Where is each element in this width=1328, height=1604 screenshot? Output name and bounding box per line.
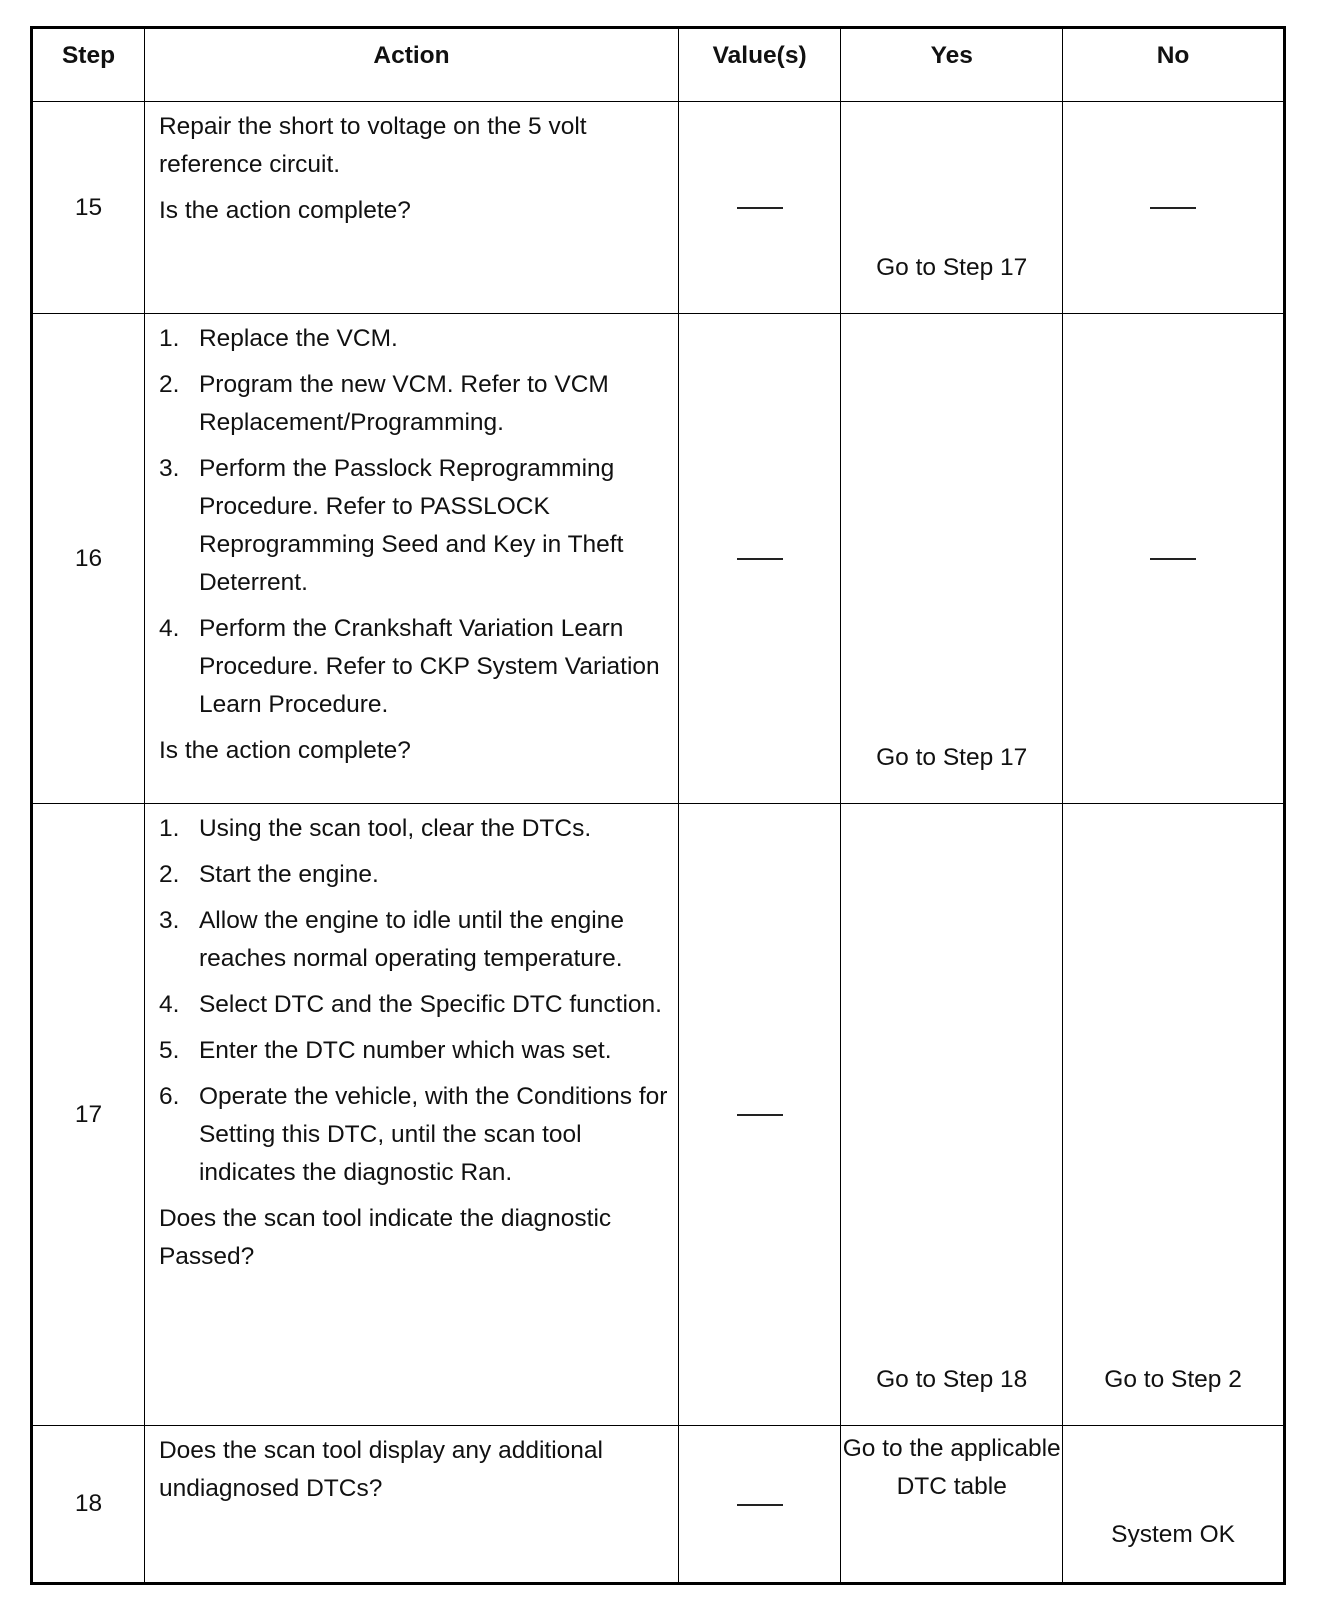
table-row: [32, 102, 1285, 314]
header-step: Step: [32, 28, 145, 102]
table-row: [32, 804, 1285, 1426]
header-yes: Yes: [841, 28, 1063, 102]
value-cell: [679, 314, 841, 804]
table-header-row: [32, 28, 1285, 102]
step-item-number: 2.: [158, 371, 180, 398]
header-action: Action: [144, 28, 678, 102]
action-cell: [144, 1426, 678, 1584]
step-number: 16: [32, 314, 145, 804]
action-text: Repair the short to voltage on the 5 volt reference circuit.: [158, 113, 587, 178]
step-number: 18: [32, 1426, 145, 1584]
value-cell: [679, 102, 841, 314]
step-item-text: Operate the vehicle, with the Conditions for Setting this DTC, until the scan tool indicates the diagnostic Ran.: [198, 1083, 668, 1186]
action-cell: [144, 804, 678, 1426]
no-cell: [1063, 314, 1285, 804]
step-item-text: Perform the Crankshaft Variation Learn Procedure. Refer to CKP System Variation Learn Procedure.: [198, 615, 660, 718]
action-step-item: [159, 856, 668, 894]
action-cell: [144, 314, 678, 804]
action-steps-list: [159, 810, 668, 1192]
step-item-text: Allow the engine to idle until the engine reaches normal operating temperature.: [198, 907, 624, 972]
step-item-number: 6.: [158, 1083, 180, 1110]
no-cell: [1063, 102, 1285, 314]
action-step-item: [159, 902, 668, 978]
action-step-item: [159, 810, 668, 848]
value-cell: [679, 804, 841, 1426]
step-item-number: 5.: [158, 1037, 180, 1064]
empty-value-dash: [737, 1504, 783, 1506]
empty-value-dash: [1150, 207, 1196, 209]
action-step-item: [159, 1078, 668, 1192]
action-step-item: [159, 1032, 668, 1070]
no-cell: Go to Step 2: [1063, 804, 1285, 1426]
action-cell: [144, 102, 678, 314]
table-row: [32, 1426, 1285, 1584]
yes-cell: Go to Step 17: [841, 314, 1063, 804]
action-step-item: [159, 986, 668, 1024]
action-step-item: [159, 610, 668, 724]
action-step-item: [159, 450, 668, 602]
step-item-text: Start the engine.: [198, 861, 379, 888]
step-item-number: 1.: [158, 815, 180, 842]
yes-cell: Go to Step 17: [841, 102, 1063, 314]
diagnostic-table: [30, 26, 1286, 1585]
step-item-text: Perform the Passlock Reprogramming Procedure. Refer to PASSLOCK Reprogramming Seed and Key in Theft Deterrent.: [198, 455, 624, 596]
empty-value-dash: [737, 1114, 783, 1116]
step-item-number: 4.: [158, 991, 180, 1018]
value-cell: [679, 1426, 841, 1584]
step-item-text: Using the scan tool, clear the DTCs.: [198, 815, 592, 842]
header-values: Value(s): [679, 28, 841, 102]
no-cell: System OK: [1063, 1426, 1285, 1584]
step-item-text: Select DTC and the Specific DTC function.: [198, 991, 662, 1018]
action-step-item: [159, 366, 668, 442]
step-item-number: 1.: [158, 325, 180, 352]
step-item-number: 3.: [158, 907, 180, 934]
empty-value-dash: [737, 558, 783, 560]
action-question: Does the scan tool indicate the diagnostic Passed?: [158, 1205, 612, 1270]
table-row: [32, 314, 1285, 804]
empty-value-dash: [737, 207, 783, 209]
step-number: 17: [32, 804, 145, 1426]
action-steps-list: [159, 320, 668, 724]
step-item-number: 4.: [158, 615, 180, 642]
step-item-text: Enter the DTC number which was set.: [198, 1037, 612, 1064]
empty-value-dash: [1150, 558, 1196, 560]
action-question: Is the action complete?: [158, 197, 411, 224]
action-step-item: [159, 320, 668, 358]
action-question: Is the action complete?: [158, 737, 411, 764]
step-item-text: Program the new VCM. Refer to VCM Replacement/Programming.: [198, 371, 609, 436]
header-no: No: [1063, 28, 1285, 102]
action-question: Does the scan tool display any additional undiagnosed DTCs?: [158, 1437, 603, 1502]
step-item-number: 3.: [158, 455, 180, 482]
step-item-number: 2.: [158, 861, 180, 888]
step-item-text: Replace the VCM.: [198, 325, 398, 352]
step-number: 15: [32, 102, 145, 314]
yes-cell: Go to Step 18: [841, 804, 1063, 1426]
yes-cell: Go to the applicable DTC table: [841, 1426, 1063, 1584]
